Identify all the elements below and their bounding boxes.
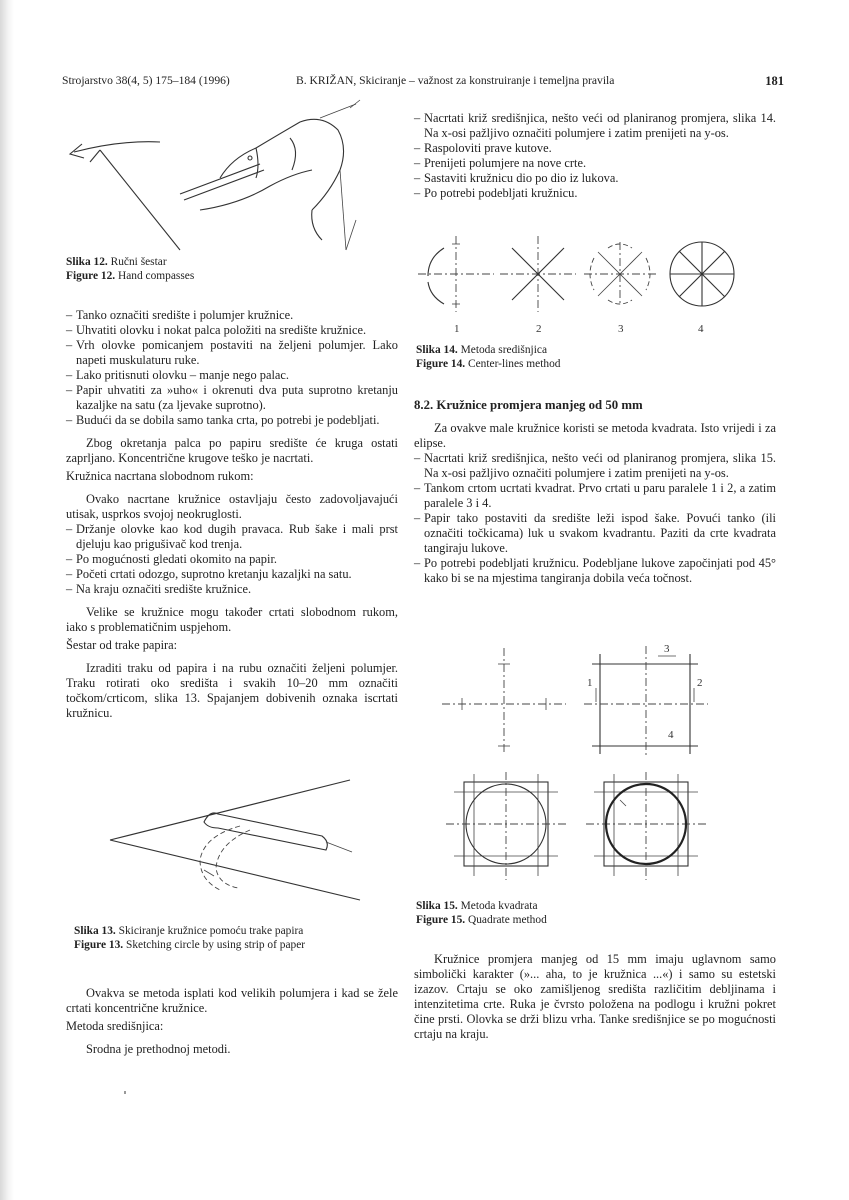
figure-15-caption [416, 899, 776, 927]
figure-12-hand-compasses-drawing [60, 100, 360, 250]
list-item: – Nacrtati križ središnjica, nešto veći od planiranog promjera, slika 15. Na x-osi pažljivo označiti polumjere i zatim prenijeti na y-os. [414, 451, 776, 481]
list-item: – Nacrtati križ središnjica, nešto veći od planiranog promjera, slika 14. Na x-osi pažljivo označiti polumjere i zatim prenijeti na y-os. [414, 111, 776, 141]
paragraph: Kružnice promjera manjeg od 15 mm imaju uglavnom samo simbolički karakter (»... aha, to je kružnica ...«) i samo su estetski izazov. Crtaju se oko zamišljenog središta različitim debljinama i intenzitetima crte. Ruka je čvrsto položena na podlogu i kružni pokret čine prsti. Olovka se drži blizu vrha. Tanke središnjice se po mogućnosti crtaju na kraju. [414, 952, 776, 1041]
figure-14-step-2 [500, 236, 576, 335]
paragraph: Srodna je prethodnoj metodi. [86, 1042, 231, 1056]
list-item: – Papir uhvatiti za »uho« i okrenuti dva puta suprotno kretanju kazaljke na satu (za ljevake suprotno). [66, 383, 398, 413]
running-title: B. KRIŽAN, Skiciranje – važnost za konstruiranje i temeljna pravila [296, 74, 615, 87]
paragraph: Zbog okretanja palca po papiru središte će kruga ostati zaprljano. Koncentrične krugove teško je nacrtati. [66, 436, 398, 465]
figure-15-side-label: 4 [668, 729, 674, 741]
figure-14-label-en: Figure 14. [416, 358, 466, 370]
paragraph: Metoda središnjica: [66, 1019, 164, 1033]
center-lines-steps [414, 111, 776, 201]
figure-13-label-en: Figure 13. [74, 939, 124, 951]
figure-14-step-label: 3 [618, 323, 624, 335]
figure-12-label-hr: Slika 12. [66, 256, 108, 268]
figure-15-side-label: 2 [697, 677, 703, 689]
figure-13-caption-en: Sketching circle by using strip of paper [126, 939, 306, 951]
list-item: – Budući da se dobila samo tanka crta, po potrebi je podebljati. [66, 413, 398, 428]
list-item: – Vrh olovke pomicanjem postaviti na željeni polumjer. Lako napeti muskulaturu ruke. [66, 338, 398, 368]
figure-15-label-en: Figure 15. [416, 914, 466, 926]
figure-13-paper-strip-drawing [100, 780, 370, 910]
list-item: – Početi crtati odozgo, suprotno kretanju kazaljki na satu. [66, 567, 398, 582]
paragraph: Kružnica nacrtana slobodnom rukom: [66, 469, 254, 483]
figure-14-step-4 [670, 242, 734, 335]
figure-13-caption [74, 924, 394, 952]
figure-13-caption-hr: Skiciranje kružnice pomoću trake papira [118, 925, 304, 937]
scan-page-edge [0, 0, 14, 1200]
scan-speck [124, 1091, 126, 1094]
right-column-text-middle [414, 398, 776, 586]
paragraph: Velike se kružnice mogu također crtati slobodnom rukom, iako s problematičnim uspjehom. [66, 605, 398, 634]
figure-12-caption-hr: Ručni šestar [110, 256, 167, 268]
freehand-circle-steps [66, 522, 398, 597]
figure-14-caption-en: Center-lines method [468, 358, 561, 370]
figure-14-step-3 [584, 242, 656, 335]
list-item: – Papir tako postaviti da središte leži ispod šake. Povući tanko (ili označiti točkicama) luk u svakom kvadrantu. Paziti da crte kvadrata tangiraju lukove. [414, 511, 776, 556]
figure-15-square [584, 643, 708, 758]
figure-14-caption-hr: Metoda središnjica [460, 344, 547, 356]
figure-14-step-label: 4 [698, 323, 704, 335]
journal-citation: Strojarstvo 38(4, 5) 175–184 (1996) [62, 74, 230, 87]
figure-15-bold-circle [586, 772, 706, 880]
right-column-text-top [414, 111, 776, 201]
page-number: 181 [765, 74, 784, 88]
freehand-compass-steps [66, 308, 398, 428]
list-item: – Tankom crtom ucrtati kvadrat. Prvo crtati u paru paralele 1 i 2, a zatim paralele 3 i 4. [414, 481, 776, 511]
figure-15-cross [442, 648, 566, 754]
left-column-text-bottom [66, 986, 398, 1057]
list-item: – Raspoloviti prave kutove. [414, 141, 776, 156]
figure-12-label-en: Figure 12. [66, 270, 116, 282]
figure-12-caption [66, 255, 366, 283]
paragraph: Ovakva se metoda isplati kod velikih polumjera i kad se žele crtati koncentrične kružnice. [66, 986, 398, 1015]
list-item: – Po potrebi podebljati kružnicu. [414, 186, 776, 201]
paragraph: Šestar od trake papira: [66, 638, 178, 652]
running-header [62, 74, 784, 92]
figure-15-side-label: 3 [664, 643, 670, 655]
paragraph: Izraditi traku od papira i na rubu označiti željeni polumjer. Traku rotirati oko središta i svakih 10–20 mm označiti točkom/crticom, slika 13. Spajanjem dobivenih oznaka iscrtati kružnicu. [66, 661, 398, 720]
figure-14-label-hr: Slika 14. [416, 344, 458, 356]
right-column-text-bottom [414, 952, 776, 1042]
figure-14-caption [416, 343, 776, 371]
list-item: – Uhvatiti olovku i nokat palca položiti na središte kružnice. [66, 323, 398, 338]
paragraph: Za ovakve male kružnice koristi se metoda kvadrata. Isto vrijedi i za elipse. [414, 421, 776, 450]
figure-12-caption-en: Hand compasses [118, 270, 195, 282]
paragraph: Ovako nacrtane kružnice ostavljaju često zadovoljavajući utisak, usprkos svojoj neokruglosti. [66, 492, 398, 521]
figure-14-center-lines-drawing [414, 232, 734, 338]
list-item: – Tanko označiti središte i polumjer kružnice. [66, 308, 398, 323]
list-item: – Prenijeti polumjere na nove crte. [414, 156, 776, 171]
figure-14-step-1 [418, 236, 494, 335]
quadrate-method-steps [414, 451, 776, 586]
figure-15-side-label: 1 [587, 677, 593, 689]
figure-15-caption-en: Quadrate method [468, 914, 547, 926]
figure-14-step-label: 1 [454, 323, 460, 335]
section-heading: 8.2. Kružnice promjera manjeg od 50 mm [414, 398, 643, 412]
figure-15-caption-hr: Metoda kvadrata [460, 900, 538, 912]
list-item: – Na kraju označiti središte kružnice. [66, 582, 398, 597]
list-item: – Po mogućnosti gledati okomito na papir. [66, 552, 398, 567]
list-item: – Sastaviti kružnicu dio po dio iz lukova. [414, 171, 776, 186]
figure-15-quadrate-method-drawing [436, 642, 716, 892]
figure-15-thin-circle [446, 772, 566, 880]
left-column-text-top [66, 308, 398, 721]
figure-15-label-hr: Slika 15. [416, 900, 458, 912]
figure-14-step-label: 2 [536, 323, 542, 335]
figure-13-label-hr: Slika 13. [74, 925, 116, 937]
list-item: – Lako pritisnuti olovku – manje nego palac. [66, 368, 398, 383]
list-item: – Po potrebi podebljati kružnicu. Podebljane lukove započinjati pod 45° kako bi se na mjestima tangiranja dobila veća točnost. [414, 556, 776, 586]
list-item: – Držanje olovke kao kod dugih pravaca. Rub šake i mali prst djeluju kao prigušivač kod trenja. [66, 522, 398, 552]
